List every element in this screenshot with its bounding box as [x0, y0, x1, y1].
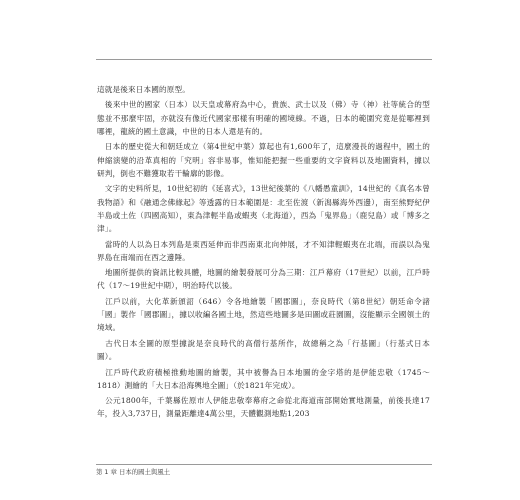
page-body — [97, 83, 430, 423]
paragraph: 當時的人以為日本列島是東西延伸而非西南東北向伸展，才不知津輕蝦夷在北端，而誤以為鬼界島在南端而在西之邊陲。 — [97, 239, 430, 262]
paragraph: 江戶以前，大化革新頒詔（646）令各地繪製「國郡圖」，奈良時代（第8世紀）朝廷命令諸「國」製作「國郡圖」，據以收編各國土地，然這些地圖多是田圖或莊園圖，沒能顯示全國領土的境域。 — [97, 296, 430, 333]
paragraph: 日本的歷史從大和朝廷成立（第4世紀中葉）算起也有1,600年了，這麼漫長的過程中，國土的伸縮演變的沿革真相的「究明」容非易事，惟知能把握一些重要的文字資料以及地圖資料，據以研判，倒也不難獲取若干輪廓的影像。 — [97, 142, 430, 178]
paragraph: 江戶時代政府積極推動地圖的繪製，其中被譽為日本地圖的金字塔的是伊能忠敬（1745～1818）測繪的「大日本沿海輿地全圖」（於1821年完成）。 — [97, 367, 430, 390]
paragraph: 地圖所提供的資訊比較具體，地圖的繪製發展可分為三期：江戶幕府（17世紀）以前，江戶時代（17～19世紀中期），明治時代以後。 — [97, 268, 430, 291]
paragraph: 公元1800年，千葉縣佐原市人伊能忠敬奉幕府之命從北海道南部開始實地測量，前後長達17年，投入3,737日，測量距離達4萬公里，天體觀測地點1,203 — [97, 396, 430, 419]
footer-rule — [96, 464, 432, 465]
header-rule — [96, 59, 432, 60]
paragraph: 文字的史料所見，10世紀初的《延喜式》，13世紀後葉的《八幡愚童訓》，14世紀的《真名本曾我物語》和《融通念佛緣起》等透露的日本範圍是：北至佐渡（新潟縣海外西邊），南至熊野紀伊半島或土佐（四國高知），東為津輕半島或蝦夷（北海道），西為「鬼界島」（鹿兒島）或「博多之津」。 — [97, 184, 430, 234]
running-footer: 第 1 章 日本的國土與風土 — [96, 468, 171, 476]
paragraph: 後來中世的國家（日本）以天皇或幕府為中心，貴族、武士以及（佛）寺（神）社等統合的型態並不那麼牢固，亦就沒有像近代國家那樣有明確的國境線。不過，日本的範圍究竟是從哪裡到哪裡，龍統的國土意識，中世的日本人還是有的。 — [97, 100, 430, 136]
paragraph: 這就是後來日本國的原型。 — [97, 85, 190, 94]
paragraph: 古代日本全圖的原型據說是奈良時代的高僧行基所作，故總稱之為「行基圖」（行基式日本圖）。 — [97, 338, 430, 362]
